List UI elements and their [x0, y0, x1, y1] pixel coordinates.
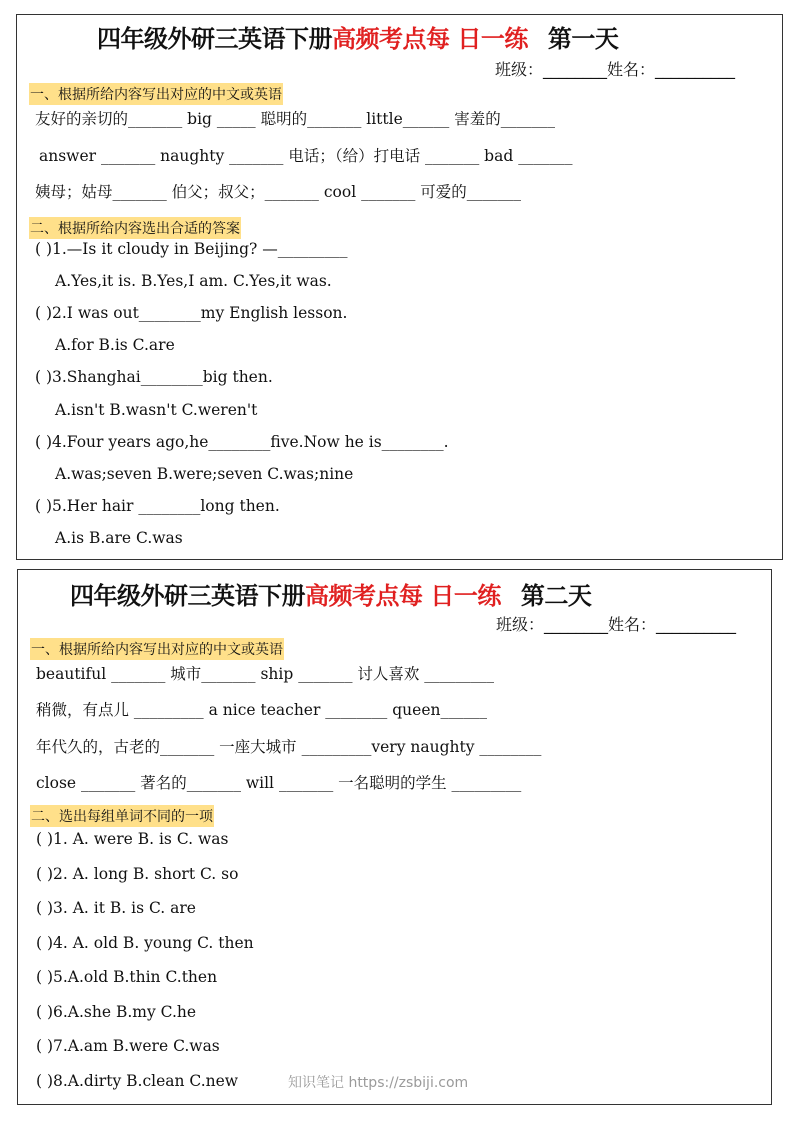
- question-row: ( )4. A. old B. young C. then: [36, 934, 254, 952]
- worksheet-day-2: [17, 569, 772, 1105]
- question-stem: ( )2.I was out________my English lesson.: [35, 304, 348, 322]
- section-heading-2: 二、根据所给内容选出合适的答案: [29, 217, 241, 239]
- vocab-line: 友好的亲切的_______ big _____ 聪明的_______ little______ 害羞的_______: [35, 110, 555, 128]
- question-options: A.was;seven B.were;seven C.was;nine: [55, 465, 354, 483]
- question-stem: ( )4.Four years ago,he________five.Now he is________.: [35, 433, 449, 451]
- watermark: 知识笔记 https://zsbiji.com: [288, 1075, 469, 1091]
- section-heading-1: 一、根据所给内容写出对应的中文或英语: [30, 638, 284, 660]
- vocab-line: 年代久的，古老的_______ 一座大城市 _________very naughty ________: [36, 738, 542, 756]
- question-options: A.for B.is C.are: [55, 336, 175, 354]
- worksheet-title: 四年级外研三英语下册高频考点每 日一练 第一天: [97, 25, 619, 53]
- question-stem: ( )1.—Is it cloudy in Beijing? —_________: [35, 240, 348, 258]
- question-row: ( )3. A. it B. is C. are: [36, 899, 196, 917]
- question-stem: ( )3.Shanghai________big then.: [35, 368, 273, 386]
- question-row: ( )5.A.old B.thin C.then: [36, 968, 218, 986]
- question-row: ( )1. A. were B. is C. was: [36, 830, 229, 848]
- worksheet-day-1: [16, 14, 783, 560]
- class-name-line: 班级：________姓名：__________: [496, 615, 737, 634]
- question-options: A.is B.are C.was: [55, 529, 183, 547]
- question-row: ( )2. A. long B. short C. so: [36, 865, 239, 883]
- question-row: ( )7.A.am B.were C.was: [36, 1037, 220, 1055]
- class-name-line: 班级：________姓名：__________: [495, 60, 736, 79]
- question-row: ( )8.A.dirty B.clean C.new: [36, 1072, 239, 1090]
- vocab-line: answer _______ naughty _______ 电话；（给）打电话 _______ bad _______: [39, 147, 573, 165]
- vocab-line: beautiful _______ 城市_______ ship _______ 讨人喜欢 _________: [36, 665, 495, 683]
- question-options: A.isn't B.wasn't C.weren't: [55, 401, 258, 419]
- question-options: A.Yes,it is. B.Yes,I am. C.Yes,it was.: [55, 272, 332, 290]
- vocab-line: close _______ 著名的_______ will _______ 一名聪明的学生 _________: [36, 774, 522, 792]
- section-heading-1: 一、根据所给内容写出对应的中文或英语: [29, 83, 283, 105]
- question-stem: ( )5.Her hair ________long then.: [35, 497, 280, 515]
- vocab-line: 稍微，有点儿 _________ a nice teacher ________ queen______: [36, 701, 487, 719]
- vocab-line: 姨母；姑母_______ 伯父；叔父；_______ cool _______ 可爱的_______: [35, 183, 522, 201]
- question-row: ( )6.A.she B.my C.he: [36, 1003, 197, 1021]
- section-heading-2: 二、选出每组单词不同的一项: [30, 805, 214, 827]
- worksheet-title: 四年级外研三英语下册高频考点每 日一练 第二天: [70, 582, 592, 610]
